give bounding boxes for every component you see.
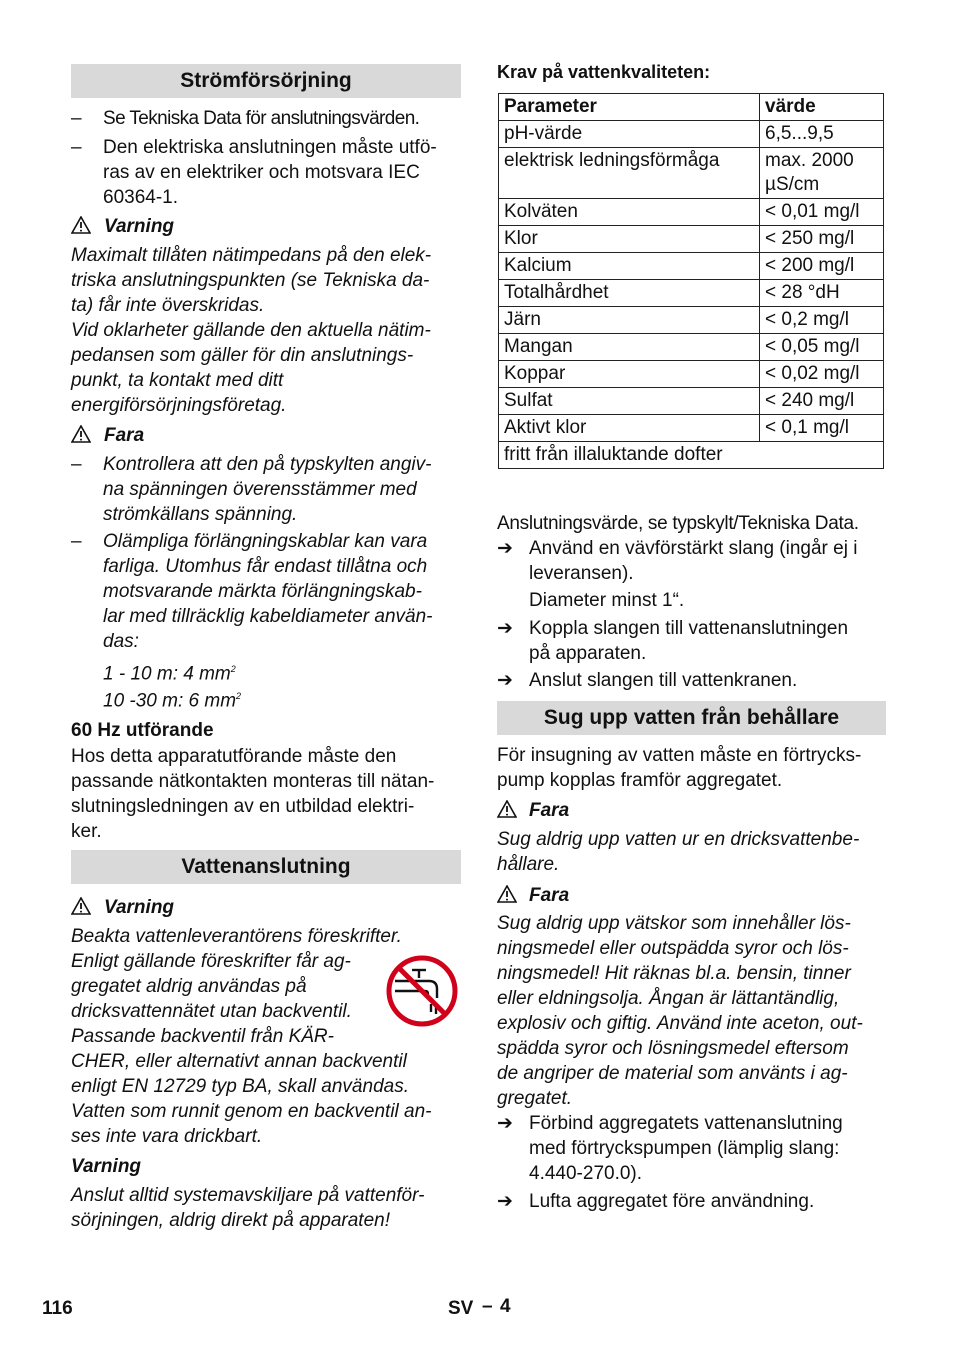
danger-item-line: Kontrollera att den på typskylten angiv- (103, 454, 432, 475)
table-row (499, 307, 884, 334)
table-cell: elektrisk ledningsförmåga (499, 148, 760, 199)
warning-text-line: punkt, ta kontakt med ditt (71, 370, 284, 391)
warning-text-line: pedansen som gäller för din anslutnings- (71, 345, 414, 366)
no-drinking-water-icon (385, 954, 459, 1028)
warning-text-line: Beakta vattenleverantörens föreskrifter. (71, 926, 402, 947)
table-cell: max. 2000 µS/cm (760, 148, 884, 199)
table-cell: < 0,05 mg/l (760, 334, 884, 361)
warning-text-line: Vid oklarheter gällande den aktuella nätim- (71, 320, 431, 341)
footer-subpage: 4 (500, 1296, 511, 1317)
water-quality-table (498, 93, 884, 469)
body-line: slutningsledningen av en utbildad elektri- (71, 796, 415, 817)
table-cell: < 200 mg/l (760, 253, 884, 280)
body-line: passande nätkontakten monteras till nätan- (71, 771, 435, 792)
arrow-icon: ➔ (497, 670, 513, 691)
warning-text-line: Vatten som runnit genom en backventil an- (71, 1101, 432, 1122)
superscript: 2 (236, 691, 242, 701)
warning-triangle-icon (497, 800, 517, 818)
section-title-suck-water: Sug upp vatten från behållare (497, 701, 886, 735)
danger-text-line: eller eldningsolja. Ångan är lättantändlig, (497, 988, 840, 1009)
footer-language: SV (448, 1298, 474, 1319)
table-cell: 6,5...9,5 (760, 121, 884, 148)
dash: – (71, 137, 82, 158)
dash: – (71, 108, 82, 129)
step-line: med förtryckspumpen (lämplig slang: (529, 1138, 840, 1159)
footer-separator: – (482, 1296, 493, 1317)
table-row (499, 226, 884, 253)
table-cell: < 0,01 mg/l (760, 199, 884, 226)
table-cell: Kolväten (499, 199, 760, 226)
table-row (499, 121, 884, 148)
power-item-2-line: ras av en elektriker och motsvara IEC (103, 162, 420, 183)
warning-triangle-icon (497, 885, 517, 903)
danger-item-line: motsvarande märkta förlängningskab- (103, 581, 422, 602)
danger-text-line: hållare. (497, 854, 560, 875)
warning-text-line: Passande backventil från KÄR- (71, 1026, 334, 1047)
danger-text-line: gregatet. (497, 1088, 572, 1109)
arrow-icon: ➔ (497, 538, 513, 559)
warning-text-line: sörjningen, aldrig direkt på apparaten! (71, 1210, 390, 1231)
danger-item-line: farliga. Utomhus får endast tillåtna och (103, 556, 428, 577)
table-header-cell: värde (760, 94, 884, 121)
danger-item-line: strömkällans spänning. (103, 504, 298, 525)
step-line: på apparaten. (529, 643, 647, 664)
body-line: pump kopplas framför aggregatet. (497, 770, 783, 791)
body-line: Hos detta apparatutförande måste den (71, 746, 397, 767)
table-cell: Klor (499, 226, 760, 253)
table-cell: Totalhårdhet (499, 280, 760, 307)
table-cell: Mangan (499, 334, 760, 361)
danger-item-line: Olämpliga förlängningskablar kan vara (103, 531, 428, 552)
danger-text-line: ningsmedel! Hit räknas bl.a. bensin, tinner (497, 963, 851, 984)
cable-spec (103, 684, 241, 713)
warning-text-line: enligt EN 12729 typ BA, skall användas. (71, 1076, 409, 1097)
danger-label: Fara (104, 425, 145, 446)
table-row (499, 199, 884, 226)
table-cell: Sulfat (499, 388, 760, 415)
danger-text-line: ningsmedel eller outspädda syror och lös- (497, 938, 849, 959)
body-line: För insugning av vatten måste en förtrycks- (497, 745, 862, 766)
section-title-water: Vattenanslutning (71, 850, 461, 884)
warning-text-line: gregatet aldrig användas på (71, 976, 307, 997)
table-cell: fritt från illaluktande dofter (499, 442, 884, 469)
table-cell: pH-värde (499, 121, 760, 148)
cable-spec-text: 1 - 10 m: 4 mm (103, 663, 231, 685)
body-line: ker. (71, 821, 102, 842)
table-row (499, 148, 884, 199)
danger-label: Fara (529, 800, 570, 821)
warning-text-line: ta) får inte överskridas. (71, 295, 265, 316)
table-cell: < 250 mg/l (760, 226, 884, 253)
danger-text-line: Sug aldrig upp vatten ur en dricksvattenbe- (497, 829, 860, 850)
table-header-row (499, 94, 884, 121)
dash: – (71, 531, 82, 552)
warning-text-line: Anslut alltid systemavskiljare på vattenför- (71, 1185, 425, 1206)
table-row (499, 361, 884, 388)
cable-spec-text: 10 -30 m: 6 mm (103, 690, 237, 712)
warning-text-line: energiförsörjningsföretag. (71, 395, 287, 416)
danger-text-line: de angriper de material som använts i ag- (497, 1063, 848, 1084)
step-line: leveransen). (529, 563, 634, 584)
warning-text-line: triska anslutningspunkten (se Tekniska da- (71, 270, 430, 291)
subheading-water-quality: Krav på vattenkvaliteten: (497, 62, 711, 82)
table-cell: Kalcium (499, 253, 760, 280)
warning-text-line: dricksvattennätet utan backventil. (71, 1001, 352, 1022)
warning-label: Varning (71, 1156, 142, 1177)
arrow-icon: ➔ (497, 1191, 513, 1212)
subheading-60hz: 60 Hz utförande (71, 720, 214, 741)
warning-triangle-icon (71, 425, 91, 443)
table-row (499, 442, 884, 469)
danger-item-line: lar med tillräcklig kabeldiameter använ- (103, 606, 433, 627)
danger-item-line: na spänningen överensstämmer med (103, 479, 417, 500)
table-cell: < 240 mg/l (760, 388, 884, 415)
danger-text-line: explosiv och giftig. Använd inte aceton, out- (497, 1013, 863, 1034)
table-cell: Aktivt klor (499, 415, 760, 442)
danger-label: Fara (529, 885, 570, 906)
table-row (499, 334, 884, 361)
step-line: Förbind aggregatets vattenanslutning (529, 1113, 843, 1134)
warning-triangle-icon (71, 216, 91, 234)
power-item-2-line: Den elektriska anslutningen måste utfö- (103, 137, 437, 158)
cable-spec (103, 657, 236, 686)
arrow-icon: ➔ (497, 1113, 513, 1134)
warning-text-line: CHER, eller alternativt annan backventil (71, 1051, 407, 1072)
warning-triangle-icon (71, 897, 91, 915)
step-line: 4.440-270.0). (529, 1163, 643, 1184)
table-cell: < 28 °dH (760, 280, 884, 307)
warning-text-line: Enligt gällande föreskrifter får ag- (71, 951, 351, 972)
table-row (499, 415, 884, 442)
danger-item-line: das: (103, 631, 139, 652)
table-cell: Koppar (499, 361, 760, 388)
warning-label: Varning (104, 897, 175, 918)
table-cell: < 0,02 mg/l (760, 361, 884, 388)
warning-text-line: ses inte vara drickbart. (71, 1126, 263, 1147)
power-item-2-line: 60364-1. (103, 187, 179, 208)
warning-label: Varning (104, 216, 175, 237)
superscript: 2 (230, 664, 236, 674)
warning-text-line: Maximalt tillåten nätimpedans på den elek- (71, 245, 432, 266)
table-cell: < 0,1 mg/l (760, 415, 884, 442)
table-header-cell: Parameter (499, 94, 760, 121)
table-row (499, 253, 884, 280)
step-line: Lufta aggregatet före användning. (529, 1191, 815, 1212)
step-line: Anslut slangen till vattenkranen. (529, 670, 798, 691)
table-row (499, 388, 884, 415)
table-row (499, 280, 884, 307)
body-line: Anslutningsvärde, se typskylt/Tekniska Data. (497, 513, 859, 534)
table-cell: Järn (499, 307, 760, 334)
section-title-power: Strömförsörjning (71, 64, 461, 98)
page-number: 116 (42, 1298, 73, 1319)
step-line: Använd en vävförstärkt slang (ingår ej i (529, 538, 858, 559)
danger-text-line: Sug aldrig upp vätskor som innehåller lös- (497, 913, 851, 934)
danger-text-line: spädda syror och lösningsmedel eftersom (497, 1038, 849, 1059)
arrow-icon: ➔ (497, 618, 513, 639)
step-line: Diameter minst 1“. (529, 590, 685, 611)
power-item-1: Se Tekniska Data för anslutningsvärden. (103, 108, 420, 129)
table-cell: < 0,2 mg/l (760, 307, 884, 334)
dash: – (71, 454, 82, 475)
step-line: Koppla slangen till vattenanslutningen (529, 618, 849, 639)
